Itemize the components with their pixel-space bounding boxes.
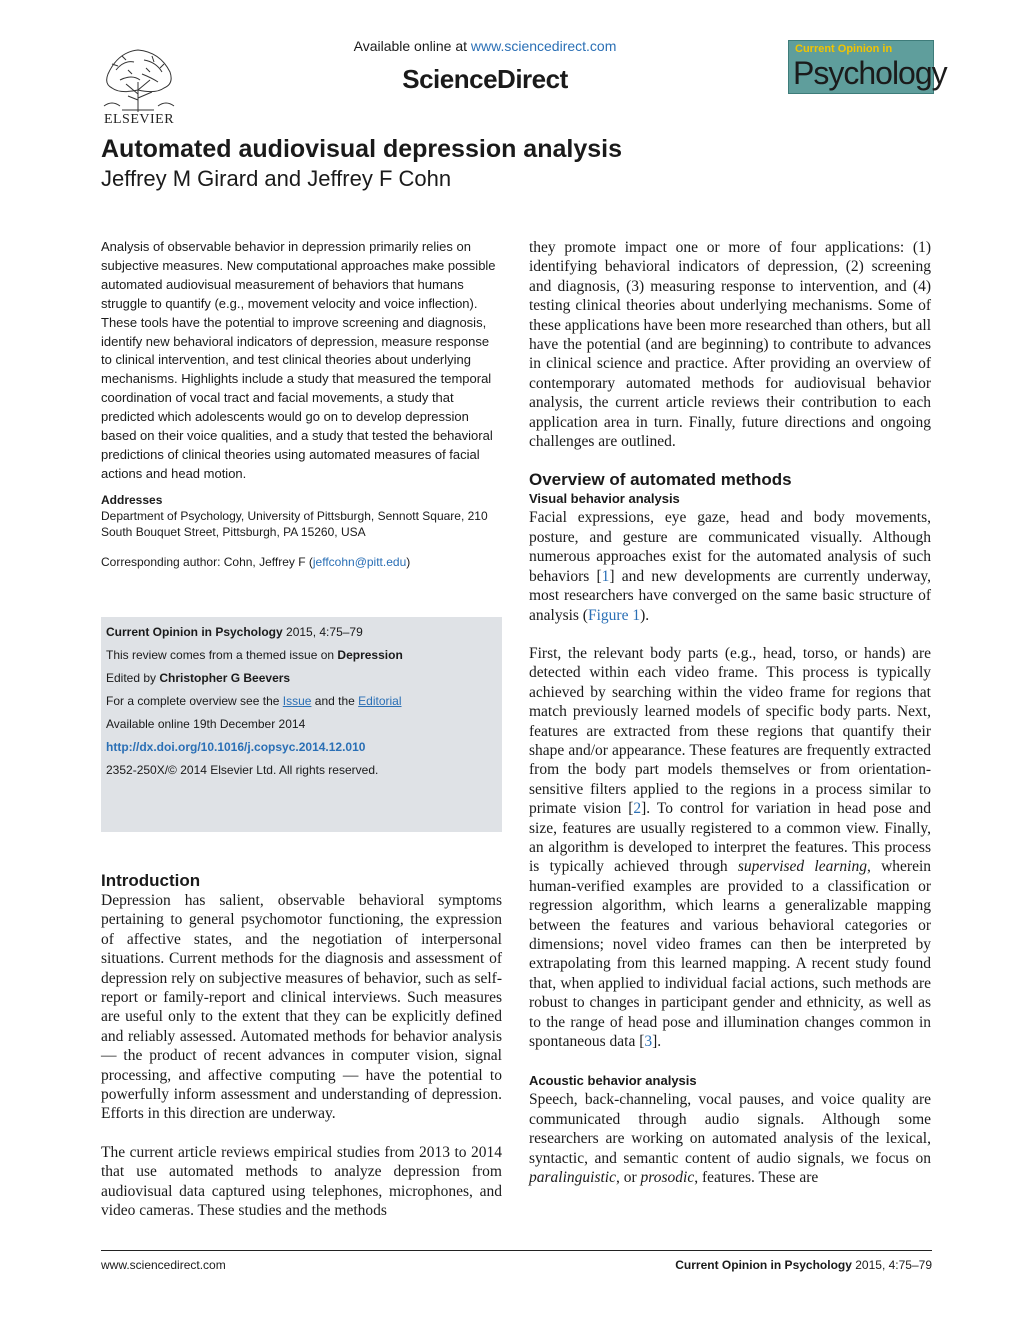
issue-link[interactable]: Issue (282, 694, 312, 708)
availability-prefix: Available online at (353, 38, 471, 54)
acoustic-paragraph-1 (529, 1090, 931, 1187)
visual-p2-d: ]. (652, 1033, 662, 1051)
info-citation (106, 625, 363, 639)
address: Department of Psychology, University of Pittsburgh, Sennott Square, 210 South Bouquet Street, Pittsburgh, PA 15260, USA (101, 508, 488, 539)
visual-p1-c: ). (640, 606, 650, 624)
ref-2-link[interactable]: 2 (633, 800, 642, 818)
info-overview-mid: and the (311, 694, 359, 708)
footer-rule (101, 1250, 932, 1251)
introduction-section (101, 871, 502, 1221)
paralinguistic-term: paralinguistic (529, 1169, 616, 1187)
figure-1-link[interactable]: Figure 1 (587, 606, 641, 624)
article-info-box (101, 617, 502, 832)
visual-paragraph-1 (529, 508, 931, 624)
addresses-heading: Addresses (101, 492, 163, 507)
info-editor (106, 671, 290, 685)
visual-p1-a: Facial expressions, eye gaze, head and body movements, posture, and gesture are communicated visually. Although numerous approaches exist for the automated analysis of such behaviors [ (529, 509, 931, 585)
editorial-link[interactable]: Editorial (358, 694, 402, 708)
intro-paragraph-2: The current article reviews empirical studies from 2013 to 2014 that use automated methods to analyze depression from audiovisual data captured using telephones, microphones, and video cameras. These studies and the methods (101, 1143, 502, 1220)
visual-paragraph-2 (529, 644, 931, 1052)
supervised-learning-term: supervised learning (737, 858, 867, 876)
right-column (529, 238, 931, 1187)
journal-badge (788, 40, 947, 94)
article-authors: Jeffrey M Girard and Jeffrey F Cohn (101, 166, 452, 191)
visual-p2-a: First, the relevant body parts (e.g., head, torso, or hands) are detected within each video frame. This process is typically achieved by searching within the video frame for regions that match previously learned models of specific body parts. Next, features are extracted from these regions that quantify their shape and/or appearance. These features are frequently extracted from the body part models themselves or from orientation-sensitive filters applied to the regions in a process similar to primate vision [ (529, 644, 931, 818)
article-title: Automated audiovisual depression analysis (101, 135, 622, 163)
corresponding-suffix: ) (406, 555, 411, 570)
prosodic-term: prosodic (640, 1169, 695, 1187)
acoustic-p1-a: Speech, back-channeling, vocal pauses, and voice quality are communicated through audio signals. Although some researchers are working on automated analysis of the lexical, syntactic, and semantic content of audio signals, we focus on (529, 1091, 931, 1167)
doi-link[interactable] (106, 740, 365, 754)
journal-badge-big: Psychology (793, 55, 947, 91)
platform-name: ScienceDirect (402, 64, 568, 94)
ref-3-link[interactable]: 3 (644, 1033, 653, 1051)
info-issue-prefix: This review comes from a themed issue on (106, 648, 338, 662)
acoustic-p1-c: , features. These are (694, 1169, 819, 1187)
info-issue (106, 648, 403, 662)
intro-paragraph-1: Depression has salient, observable behavioral symptoms pertaining to general psychomotor functioning, the expression of affective states, and the negotiation of interpersonal situations. Current methods for the diagnosis and assessment of depression rely on subjective measures of behavior, such as self-report or family-report and clinical interviews. Such measures are useful only to the extent that they can be explicitly defined and reliably assessed. Automated methods for behavior analysis — the product of recent advances in computer vision, signal processing, and affective computing — have the potential to powerfully inform assessment and understanding of depression. Efforts in this direction are underway. (101, 892, 502, 1123)
info-journal: Current Opinion in Psychology (106, 625, 283, 639)
info-citation-detail: 2015, 4:75–79 (282, 625, 363, 639)
info-overview-prefix: For a complete overview see the (106, 694, 283, 708)
footer-citation (675, 1258, 932, 1272)
footer-citation-detail: 2015, 4:75–79 (851, 1258, 932, 1272)
introduction-heading: Introduction (101, 871, 201, 890)
ref-1-link[interactable]: 1 (601, 567, 610, 585)
abstract: Analysis of observable behavior in depression primarily relies on subjective measures. New computational approaches make possible automated audiovisual measurement of behaviors that humans struggle to quantify (e.g., movement velocity and voice inflection). These tools have the potential to improve screening and diagnosis, identify new behavioral indicators of depression, measure response to clinical intervention, and test clinical theories about underlying mechanisms. Highlights include a study that measured the temporal coordination of vocal tract and facial movements, a study that predicted which adolescents would go on to develop depression based on their voice qualities, and a study that tested the behavioral predictions of clinical theories using automated measures of facial actions and head motion. (101, 239, 496, 481)
footer-journal: Current Opinion in Psychology (675, 1258, 852, 1272)
info-available: Available online 19th December 2014 (106, 717, 306, 731)
visual-p2-c: , wherein human-verified examples are provided to a classification or regression algorithm, which learns a generalizable mapping between the features and various behavioral categories or dimensions; novel video frames can then be interpreted by extrapolating from this learned mapping. A recent study found that, when applied to individual facial actions, such methods are robust to changes in participant gender and ethnicity, as well as to the range of head pose and illumination changes common in spontaneous data [ (529, 858, 931, 1051)
elsevier-wordmark: ELSEVIER (103, 112, 175, 127)
visual-heading: Visual behavior analysis (529, 491, 680, 507)
acoustic-p1-b: , or (615, 1169, 641, 1187)
info-editor-name: Christopher G Beevers (159, 671, 291, 685)
corresponding-author (101, 554, 502, 570)
author-email-link[interactable]: jeffcohn@pitt.edu (312, 555, 407, 570)
left-column (101, 238, 502, 570)
availability-line (300, 38, 670, 54)
info-copyright: 2352-250X/© 2014 Elsevier Ltd. All rights reserved. (106, 763, 379, 777)
footer-url[interactable]: www.sciencedirect.com (101, 1258, 226, 1272)
visual-p1-b: ] and new developments are currently underway, most researchers have converged on the same basic structure of analysis ( (529, 567, 931, 624)
corresponding-prefix: Corresponding author: Cohn, Jeffrey F ( (101, 555, 313, 570)
acoustic-heading: Acoustic behavior analysis (529, 1073, 697, 1089)
journal-badge-small: Current Opinion in (795, 43, 893, 55)
info-issue-topic: Depression (337, 648, 403, 662)
info-overview (106, 694, 402, 708)
sciencedirect-link[interactable]: www.sciencedirect.com (470, 38, 617, 54)
intro-paragraph-3: they promote impact one or more of four applications: (1) identifying behavioral indicators of depression, (2) screening and diagnosis, (3) measuring response to intervention, and (4) testing clinical theories about underlying mechanisms. Some of these applications have been more researched than others, but all have the potential (and are beginning) to contribute to advances in clinical science and practice. After providing an overview of contemporary automated methods for audiovisual behavior analysis, the current article reviews their contribution to each application area in turn. Finally, future directions and ongoing challenges are outlined. (529, 239, 931, 451)
info-edited-prefix: Edited by (106, 671, 160, 685)
doi-link-text[interactable]: http://dx.doi.org/10.1016/j.copsyc.2014.12.010 (106, 740, 366, 754)
overview-heading: Overview of automated methods (529, 470, 792, 490)
visual-p2-b: ]. To control for variation in head pose and size, features are usually registered to a common view. Finally, an algorithm is developed to interpret the features. This process is typically achieved through (529, 800, 931, 876)
